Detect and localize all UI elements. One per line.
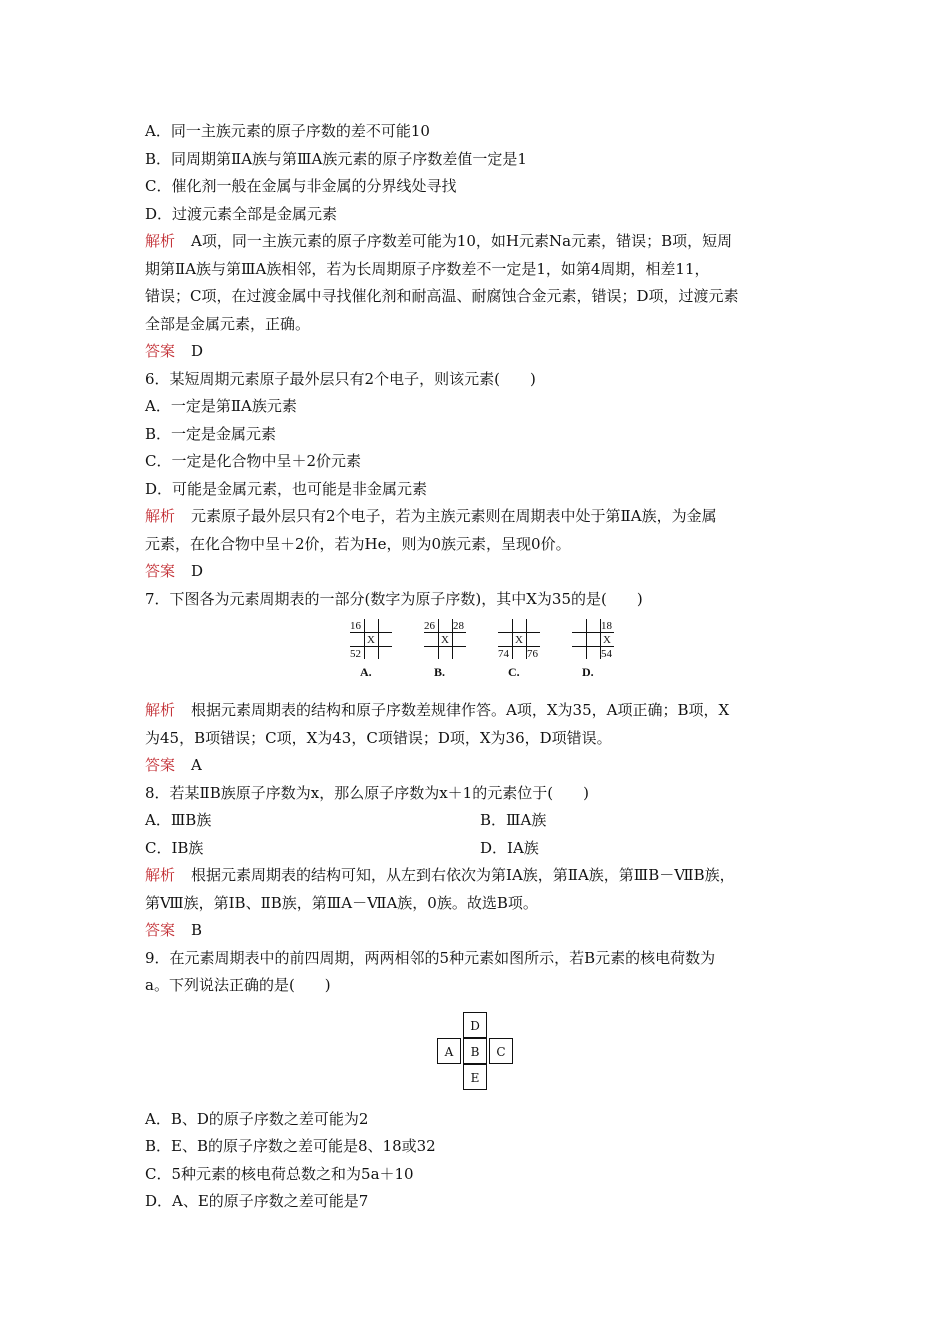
q8-options-row <box>145 835 815 863</box>
q7-answer <box>145 752 815 780</box>
figure-number: 54 <box>601 648 612 660</box>
q8-option-c: C．ⅠB族 <box>145 838 204 857</box>
q8-answer <box>145 917 815 945</box>
q5-analysis-line: 全部是金属元素，正确。 <box>145 314 311 333</box>
figure-number: 16 <box>350 620 361 632</box>
q7-figures <box>350 619 815 697</box>
q5-analysis-line: 错误；C项，在过渡金属中寻找催化剂和耐高温、耐腐蚀合金元素，错误；D项，过渡元素 <box>145 287 739 305</box>
q9-option-b: B．E、B的原子序数之差可能是8、18或32 <box>145 1137 436 1155</box>
q5-analysis-line: 期第ⅡA族与第ⅢA族相邻，若为长周期原子序数差不一定是1，如第4周期，相差11， <box>145 259 710 278</box>
figure-number: 26 <box>424 620 435 632</box>
answer-label: 答案 <box>145 756 176 774</box>
figure-x: X <box>515 634 523 646</box>
q7-figure-d <box>572 619 614 681</box>
analysis-label: 解析 <box>145 701 176 719</box>
analysis-text: 根据元素周期表的结构可知，从左到右依次为第ⅠA族，第ⅡA族，第ⅢB－ⅦB族， <box>191 866 735 884</box>
q7-analysis-line: 为45，B项错误；C项，X为43，C项错误；D项，X为36，D项错误。 <box>145 728 612 747</box>
q8-stem: 8．若某ⅡB族原子序数为x，那么原子序数为x＋1的元素位于( ) <box>145 783 589 802</box>
q8-option-d: D．ⅠA族 <box>480 838 539 857</box>
cell-a: A <box>437 1038 461 1064</box>
q5-option-d: D．过渡元素全部是金属元素 <box>145 204 338 223</box>
q9-option-a: A．B、D的原子序数之差可能为2 <box>145 1109 369 1128</box>
q6-option-b: B．一定是金属元素 <box>145 424 277 443</box>
analysis-label: 解析 <box>145 866 176 884</box>
figure-caption: B. <box>434 665 446 679</box>
cell-b: B <box>463 1038 487 1064</box>
q9-cross-diagram <box>437 1012 513 1092</box>
figure-number: 18 <box>601 620 612 632</box>
figure-number: 28 <box>453 620 464 632</box>
q6-option-d: D．可能是金属元素，也可能是非金属元素 <box>145 479 428 498</box>
figure-number: 52 <box>350 648 361 660</box>
q6-stem: 6．某短周期元素原子最外层只有2个电子，则该元素( ) <box>145 369 536 388</box>
q5-option-b: B．同周期第ⅡA族与第ⅢA族元素的原子序数差值一定是1 <box>145 149 527 168</box>
q9-option-c: C．5种元素的核电荷总数之和为5a＋10 <box>145 1164 414 1183</box>
q5-option-a: A．同一主族元素的原子序数的差不可能10 <box>145 122 430 140</box>
q6-analysis-line: 元素，在化合物中呈＋2价，若为He，则为0族元素，呈现0价。 <box>145 534 571 553</box>
q8-options-row <box>145 807 815 835</box>
figure-x: X <box>441 634 449 646</box>
q8-option-b: B．ⅢA族 <box>480 811 547 829</box>
answer-value: D <box>191 342 204 360</box>
figure-x: X <box>367 634 375 646</box>
q5-option-c: C．催化剂一般在金属与非金属的分界线处寻找 <box>145 177 457 195</box>
q8-analysis-line <box>145 862 815 890</box>
q7-figure-b <box>424 619 466 681</box>
q5-answer <box>145 338 815 366</box>
figure-caption: C. <box>508 665 520 679</box>
figure-caption: D. <box>582 665 594 679</box>
cell-e: E <box>463 1064 487 1090</box>
answer-label: 答案 <box>145 562 176 580</box>
cell-d: D <box>463 1012 487 1038</box>
document-page <box>145 118 815 1216</box>
q5-analysis-line <box>145 228 815 256</box>
figure-number: 74 <box>498 648 509 660</box>
answer-label: 答案 <box>145 921 176 939</box>
q9-stem: a。下列说法正确的是( ) <box>145 976 331 994</box>
q7-stem: 7．下图各为元素周期表的一部分(数字为原子序数)，其中X为35的是( ) <box>145 589 643 608</box>
answer-label: 答案 <box>145 342 176 360</box>
q8-option-a: A．ⅢB族 <box>145 811 212 829</box>
figure-number: 76 <box>527 648 538 660</box>
q6-analysis-line <box>145 503 815 531</box>
q9-stem: 9．在元素周期表中的前四周期，两两相邻的5种元素如图所示，若B元素的核电荷数为 <box>145 948 716 967</box>
cell-c: C <box>489 1038 513 1064</box>
analysis-label: 解析 <box>145 507 176 525</box>
q6-option-a: A．一定是第ⅡA族元素 <box>145 397 297 415</box>
q8-analysis-line: 第Ⅷ族，第ⅠB、ⅡB族，第ⅢA－ⅦA族，0族。故选B项。 <box>145 893 538 912</box>
analysis-text: A项，同一主族元素的原子序数差可能为10，如H元素Na元素，错误；B项，短周 <box>191 232 733 250</box>
q7-analysis-line <box>145 697 815 725</box>
figure-x: X <box>603 634 611 646</box>
answer-value: B <box>191 921 203 939</box>
answer-value: D <box>191 562 204 580</box>
analysis-text: 根据元素周期表的结构和原子序数差规律作答。A项，X为35，A项正确；B项，X <box>191 701 730 719</box>
q7-figure-c <box>498 619 540 681</box>
analysis-text: 元素原子最外层只有2个电子，若为主族元素则在周期表中处于第ⅡA族，为金属 <box>191 507 717 525</box>
analysis-label: 解析 <box>145 232 176 250</box>
q9-option-d: D．A、E的原子序数之差可能是7 <box>145 1192 369 1210</box>
q6-option-c: C．一定是化合物中呈＋2价元素 <box>145 452 362 470</box>
answer-value: A <box>191 756 202 774</box>
q7-figure-a <box>350 619 392 681</box>
figure-caption: A. <box>360 665 372 679</box>
q6-answer <box>145 558 815 586</box>
